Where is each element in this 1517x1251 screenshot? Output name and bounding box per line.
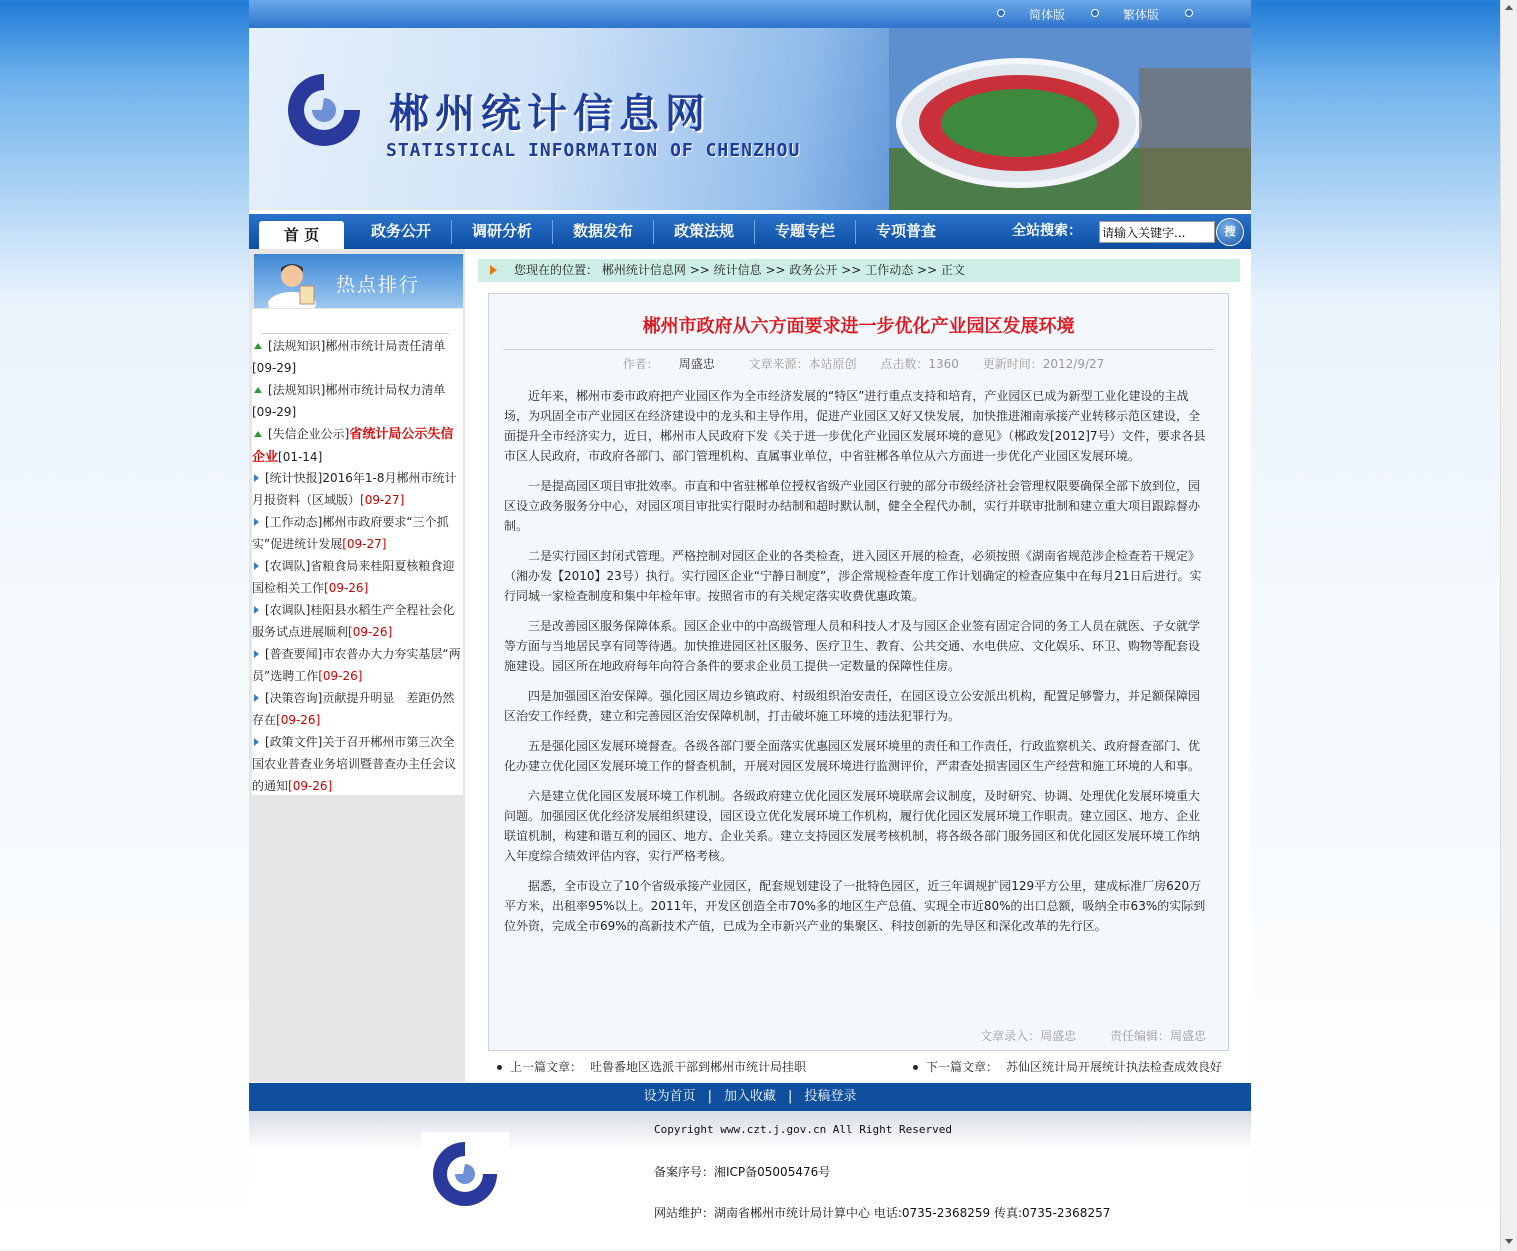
article-paragraph: 三是改善园区服务保障体系。园区企业中的中高级管理人员和科技人才及与园区企业签有固定合同的务工人员在就医、子女就学等方面与当地居民享有同等待遇。加快推进园区社区服务、医疗卫生、教育、公共交通、水电供应、文化娱乐、环卫、购物等配套设施建设。园区所在地政府每年向符合条件的要求企业员工提供一定数量的保障性住房。 [504, 619, 1201, 673]
footer-separator: | [707, 1089, 712, 1104]
site-title: 郴州统计信息网 [389, 91, 711, 137]
site-logo-icon [421, 1132, 509, 1216]
submit-login-link[interactable]: 投稿登录 [804, 1089, 857, 1104]
maintainer-text: 网站维护：湖南省郴州市统计局计算中心 电话:0735-2368259 传真:0735-2368257 [654, 1206, 1111, 1220]
hot-item-text[interactable]: [决策咨询]贡献提升明显 差距仍然存在 [252, 691, 455, 727]
article-paragraph: 近年来，郴州市委市政府把产业园区作为全市经济发展的“特区”进行重点支持和培育，产业园区已成为新型工业化建设的主战场，为巩固全市产业园区在经济建设中的龙头和主导作用，促进产业园区又好又快发展，加快推进湘南承接产业转移示范区建设，全面提升全市经济实力，近日，郴州市人民政府下发《关于进一步优化产业园区发展环境的意见》（郴政发[2012]7号）文件，要求各县市区人民政府，市政府各部门、部门管理机构、直属事业单位，中省驻郴各单位从六方面进一步优化产业园区发展环境。 [504, 389, 1206, 463]
sidebar [249, 249, 465, 1082]
footer-links [249, 1083, 1251, 1111]
nav-data-release[interactable]: 数据发布 [572, 222, 633, 240]
hot-item-date: [09-27] [360, 493, 405, 507]
play-arrow-icon [490, 265, 497, 275]
person-icon [262, 256, 324, 308]
hot-item[interactable] [252, 555, 463, 599]
article-clicks: 点击数：1360 [880, 357, 959, 371]
divider [503, 349, 1214, 350]
hot-item-text[interactable]: [法规知识]郴州市统计局权力清单 [268, 383, 446, 397]
breadcrumb-item-stats[interactable]: 统计信息 [713, 263, 762, 277]
hot-item[interactable] [252, 687, 463, 731]
hot-item-date: [09-26] [348, 625, 393, 639]
article-paragraph: 二是实行园区封闭式管理。严格控制对园区企业的各类检查，进入园区开展的检查，必须按照《湖南省规范涉企检查若干规定》（湘办发【2010】23号）执行。实行园区企业“宁静日制度”，涉企常规检查年度工作计划确定的检查应集中在每月21日后进行。实行同城一家检查制度和集中年检年审。按照省市的有关规定落实收费优惠政策。 [504, 549, 1202, 603]
breadcrumb-item-home[interactable]: 郴州统计信息网 [601, 263, 686, 277]
search-label: 全站搜索： [1012, 223, 1082, 239]
nav-research[interactable]: 调研分析 [471, 222, 532, 240]
icp-text: 备案序号：湘ICP备05005476号 [654, 1165, 831, 1179]
hot-ranking-list [252, 309, 463, 795]
breadcrumb-separator: >> [841, 263, 866, 277]
nav-policies[interactable]: 政策法规 [673, 222, 734, 240]
next-label: 下一篇文章： [926, 1060, 999, 1074]
article [488, 293, 1229, 1051]
breadcrumb-separator: >> [689, 263, 714, 277]
hot-ranking-header [254, 254, 463, 308]
hot-item[interactable] [252, 467, 463, 511]
article-paragraph: 据悉，全市设立了10个省级承接产业园区，配套规划建设了一批特色园区，近三年调规扩园129平方公里，建成标准厂房620万平方米，出租率95%以上。2011年，开发区创造全市70%多的地区生产总值、实现全市近80%的出口总额，吸纳全市63%的实际到位外资，完成全市69%的高新技术产值，已成为全市新兴产业的集聚区、科技创新的先导区和深化改革的先行区。 [504, 879, 1206, 933]
article-paragraph: 六是建立优化园区发展环境工作机制。各级政府建立优化园区发展环境联席会议制度，及时研究、协调、处理优化发展环境重大问题。加强园区优化经济发展组织建设，园区设立优化发展环境工作机构，履行优化园区发展环境工作职责。建立园区、地方、企业联谊机制，构建和谐互利的园区、地方、企业关系。建立支持园区发展考核机制，将各级各部门服务园区和优化园区发展环境工作纳入年度综合绩效评估内容，实行严格考核。 [504, 789, 1201, 863]
article-meta [489, 355, 1228, 372]
set-homepage-link[interactable]: 设为首页 [643, 1089, 696, 1104]
arrow-up-icon [254, 431, 262, 437]
article-entry: 文章录入：周盛忠 [980, 1029, 1077, 1043]
search-input[interactable] [1099, 221, 1215, 243]
hot-item-text[interactable]: [政策文件]关于召开郴州市第三次全国农业普查业务培训暨普查办主任会议的通知 [252, 735, 457, 793]
divider [262, 333, 449, 334]
article-updated: 更新时间：2012/9/27 [982, 357, 1105, 371]
site-logo-icon [282, 68, 366, 152]
hot-item-text[interactable]: [法规知识]郴州市统计局责任清单 [268, 339, 446, 353]
hot-item[interactable] [252, 643, 463, 687]
arrow-right-icon [254, 518, 259, 526]
breadcrumb-item-affairs[interactable]: 政务公开 [789, 263, 838, 277]
hot-item[interactable] [252, 599, 463, 643]
hot-item-date: [09-29] [252, 405, 297, 419]
simplified-link[interactable]: 简体版 [1029, 8, 1066, 22]
arrow-right-icon [254, 650, 259, 658]
article-title: 郴州市政府从六方面要求进一步优化产业园区发展环境 [642, 316, 1075, 337]
breadcrumb-separator: >> [917, 263, 941, 277]
hot-item-date: [09-26] [288, 779, 333, 793]
bullet-icon [497, 1065, 502, 1070]
hot-item-highlight[interactable]: 省统计局公示失信企业 [252, 427, 454, 465]
hot-item-text[interactable]: [农调队]省粮食局来桂阳夏核粮食迎国检相关工作 [252, 559, 455, 595]
traditional-link[interactable]: 繁体版 [1123, 8, 1160, 22]
article-source: 文章来源：本站原创 [748, 357, 857, 371]
breadcrumb-item-current: 正文 [940, 263, 965, 277]
article-footer [950, 1027, 1206, 1044]
arrow-right-icon [254, 474, 259, 482]
article-paragraph: 五是强化园区发展环境督查。各级各部门要全面落实优惠园区发展环境里的责任和工作责任，行政监察机关、政府督查部门、优化办建立优化园区发展环境工作的督查机制，开展对园区发展环境进行监测评价，严肃查处损害园区生产经营和施工环境的人和事。 [504, 739, 1201, 773]
hot-item-date: [09-26] [324, 581, 369, 595]
footer [249, 1111, 1251, 1236]
breadcrumb-separator: >> [765, 263, 790, 277]
top-bar [249, 0, 1251, 28]
vertical-scrollbar[interactable] [1500, 0, 1517, 1251]
author-label: 作者： [622, 357, 659, 371]
breadcrumb-item-work[interactable]: 工作动态 [865, 263, 914, 277]
breadcrumb [478, 259, 1240, 282]
add-favorite-link[interactable]: 加入收藏 [723, 1089, 776, 1104]
article-body [504, 386, 1209, 946]
hot-item[interactable] [252, 423, 463, 469]
hot-item[interactable] [252, 511, 463, 555]
nav-government-affairs[interactable]: 政务公开 [370, 222, 431, 240]
author-name[interactable]: 周盛忠 [678, 357, 715, 371]
article-editor: 责任编辑：周盛忠 [1109, 1029, 1206, 1043]
banner [249, 28, 1251, 210]
next-link[interactable]: 苏仙区统计局开展统计执法检查成效良好 [1006, 1060, 1223, 1074]
nav-topics[interactable]: 专题专栏 [774, 222, 835, 240]
main-nav [249, 214, 1251, 249]
page-container [249, 0, 1251, 1236]
hot-item-text[interactable]: [农调队]桂阳县水稻生产全程社会化服务试点进展顺利 [252, 603, 455, 639]
arrow-right-icon [254, 562, 259, 570]
footer-separator: | [788, 1089, 793, 1104]
hot-item-text[interactable]: [统计快报]2016年1-8月郴州市统计月报资料（区域版） [252, 471, 457, 507]
nav-census[interactable]: 专项普查 [875, 222, 936, 240]
bullet-icon [1091, 9, 1099, 17]
article-paragraph: 一是提高园区项目审批效率。市直和中省驻郴单位授权省级产业园区行驶的部分市级经济社会管理权限要确保全部下放到位，园区设立政务服务分中心，对园区项目审批实行限时办结制和超时默认制，健全全程代办制，实行并联审批制和建立重大项目跟踪督办制。 [504, 479, 1201, 533]
arrow-up-icon [254, 343, 262, 349]
nav-home[interactable]: 首 页 [259, 221, 344, 249]
bullet-icon [1185, 9, 1193, 17]
hot-ranking-title: 热点排行 [336, 274, 421, 296]
prev-article[interactable] [497, 1058, 806, 1075]
hot-item-date: [09-26] [318, 669, 363, 683]
bullet-icon [997, 9, 1005, 17]
prev-link[interactable]: 吐鲁番地区选派干部到郴州市统计局挂职 [590, 1060, 807, 1074]
breadcrumb-prefix: 您现在的位置： [514, 263, 599, 277]
arrow-up-icon [254, 387, 262, 393]
hot-item-text[interactable]: [工作动态]郴州市政府要求“三个抓实”促进统计发展 [252, 515, 449, 551]
arrow-right-icon [254, 694, 259, 702]
search-button[interactable]: 搜 [1216, 218, 1244, 246]
prev-label: 上一篇文章： [510, 1060, 583, 1074]
hot-item-date: [09-26] [276, 713, 321, 727]
next-article[interactable] [913, 1058, 1222, 1075]
hot-item-text[interactable]: [普查要闻]市农普办大力夯实基层“两员”选聘工作 [252, 647, 461, 683]
site-subtitle: STATISTICAL INFORMATION OF CHENZHOU [386, 140, 801, 161]
hot-item[interactable] [252, 379, 463, 423]
hot-item-date: [09-29] [252, 361, 297, 375]
arrow-right-icon [254, 738, 259, 746]
bullet-icon [913, 1065, 918, 1070]
article-paragraph: 四是加强园区治安保障。强化园区周边乡镇政府、村级组织治安责任，在园区设立公安派出机构，配置足够警力，并足额保障园区治安工作经费，建立和完善园区治安保障机制，打击破坏施工环境的违法犯罪行为。 [504, 689, 1201, 723]
copyright-text: Copyright www.czt.j.gov.cn All Right Reserved [654, 1123, 953, 1136]
hot-item[interactable] [252, 335, 463, 379]
scroll-down-icon[interactable] [1505, 1239, 1513, 1244]
hot-item-date: [09-27] [342, 537, 387, 551]
hot-item[interactable] [252, 731, 463, 797]
arrow-right-icon [254, 606, 259, 614]
hot-item-date: [01-14] [278, 450, 323, 464]
hot-item-text[interactable]: [失信企业公示] [268, 427, 350, 441]
scroll-up-icon[interactable] [1505, 5, 1513, 10]
stadium-image [889, 28, 1251, 210]
